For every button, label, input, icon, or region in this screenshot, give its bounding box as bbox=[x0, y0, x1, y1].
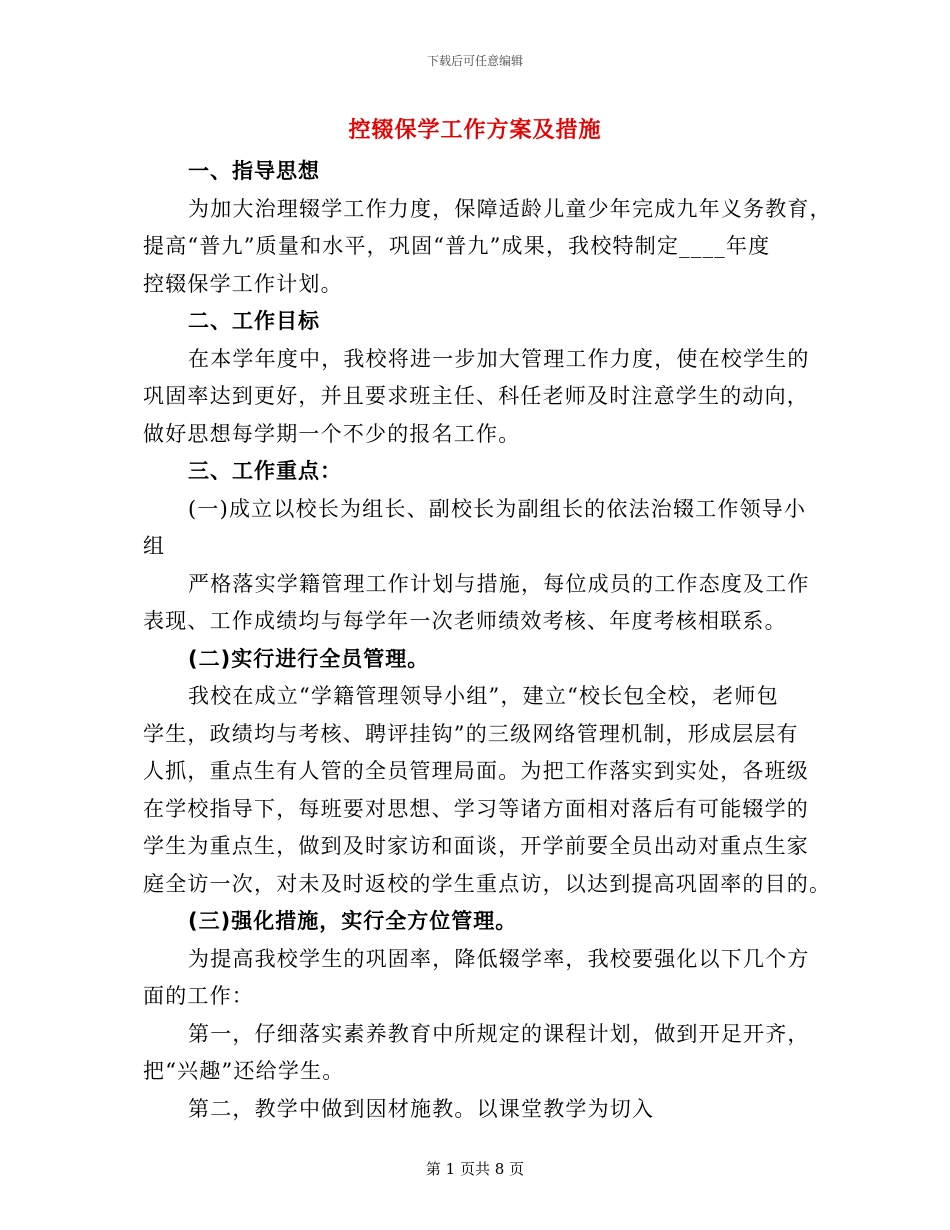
section-heading: 一、指导思想 bbox=[188, 159, 320, 183]
paragraph-line: 面的工作： bbox=[143, 984, 254, 1008]
paragraph-line: 第二，教学中做到因材施教。以课堂教学为切入 bbox=[188, 1096, 655, 1121]
paragraph-line: 把“兴趣”还给学生。 bbox=[143, 1059, 345, 1083]
paragraph-line: 我校在成立“学籍管理领导小组”，建立“校长包全校，老师包 bbox=[188, 684, 779, 708]
document-body bbox=[143, 153, 832, 1128]
paragraph-line: 为加大治理辍学工作力度，保障适龄儿童少年完成九年义务教育， bbox=[188, 196, 832, 221]
section-heading: (二)实行进行全员管理。 bbox=[188, 646, 430, 671]
paragraph-line: 在学校指导下，每班要对思想、学习等诸方面相对落后有可能辍学的 bbox=[143, 796, 809, 821]
paragraph-line: 为提高我校学生的巩固率，降低辍学率，我校要强化以下几个方 bbox=[188, 946, 810, 971]
paragraph-line: 控辍保学工作计划。 bbox=[143, 271, 343, 296]
page-header-note: 下载后可任意编辑 bbox=[426, 54, 523, 68]
paragraph-line: 庭全访一次，对未及时返校的学生重点访，以达到提高巩固率的目的。 bbox=[143, 871, 832, 896]
paragraph-line: 做好思想每学期一个不少的报名工作。 bbox=[143, 421, 521, 446]
section-heading: 三、工作重点： bbox=[188, 459, 342, 483]
paragraph-line: 严格落实学籍管理工作计划与措施，每位成员的工作态度及工作 bbox=[188, 571, 810, 596]
document-title: 控辍保学工作方案及措施 bbox=[348, 118, 602, 143]
paragraph-line: 学生，政绩均与考核、聘评挂钩”的三级网络管理机制，形成层层有 bbox=[143, 721, 799, 746]
section-heading: 二、工作目标 bbox=[188, 309, 320, 333]
paragraph-line: 提高“普九”质量和水平，巩固“普九”成果，我校特制定____年度 bbox=[143, 234, 771, 258]
paragraph-line: 第一，仔细落实素养教育中所规定的课程计划，做到开足开齐， bbox=[188, 1021, 810, 1046]
paragraph-line: 巩固率达到更好，并且要求班主任、科任老师及时注意学生的动向， bbox=[143, 384, 809, 408]
paragraph-line: 学生为重点生，做到及时家访和面谈，开学前要全员出动对重点生家 bbox=[143, 834, 809, 858]
page-footer: 第 1 页共 8 页 bbox=[425, 1160, 525, 1178]
section-heading: (三)强化措施，实行全方位管理。 bbox=[188, 909, 518, 933]
paragraph-line: 组 bbox=[143, 534, 166, 558]
paragraph-line: 表现、工作成绩均与每学年一次老师绩效考核、年度考核相联系。 bbox=[143, 609, 787, 633]
paragraph-line: (一)成立以校长为组长、副校长为副组长的依法治辍工作领导小 bbox=[188, 496, 807, 521]
paragraph-line: 人抓，重点生有人管的全员管理局面。为把工作落实到实处，各班级 bbox=[143, 759, 809, 783]
paragraph-line: 在本学年度中，我校将进一步加大管理工作力度，使在校学生的 bbox=[188, 346, 810, 371]
